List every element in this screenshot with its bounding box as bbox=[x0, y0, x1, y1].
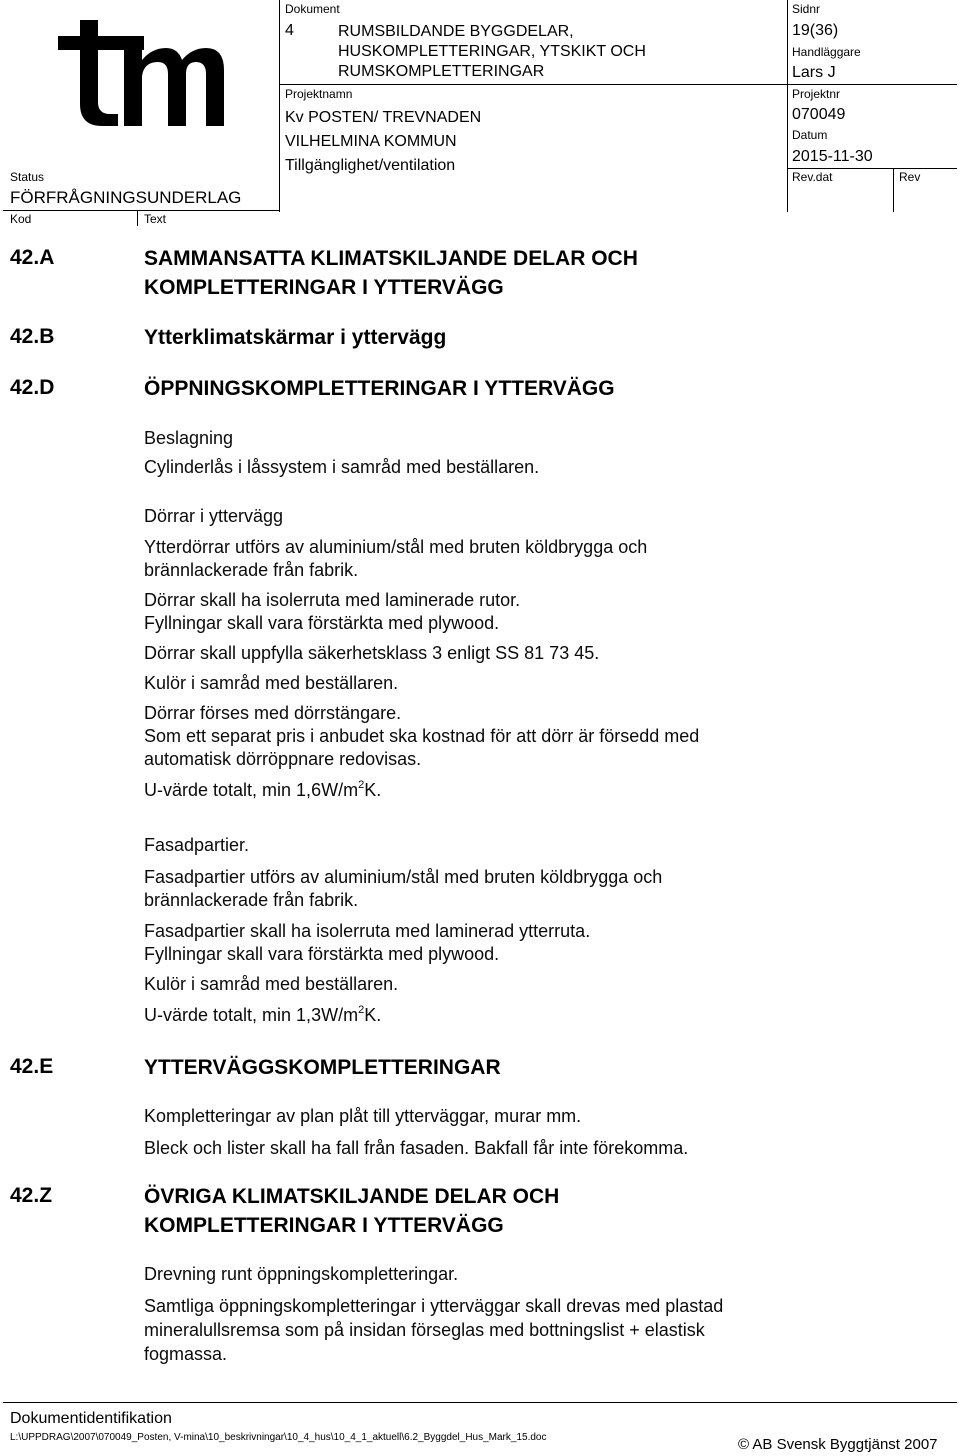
footer-copyright: © AB Svensk Byggtjänst 2007 bbox=[738, 1436, 938, 1453]
section-code-42a: 42.A bbox=[10, 246, 55, 269]
footer-rule bbox=[3, 1402, 957, 1403]
sidnr-label: Sidnr bbox=[792, 2, 821, 16]
footer-label: Dokumentidentifikation bbox=[10, 1410, 172, 1427]
rev-label: Rev bbox=[899, 170, 921, 184]
footer-path: L:\UPPDRAG\2007\070049_Posten, V-mina\10_beskrivningar\10_4_hus\10_4_1_aktuell\6.2_Byggdel_Hus_Mark_15.doc bbox=[10, 1432, 547, 1443]
dorrar-heading: Dörrar i yttervägg bbox=[144, 506, 284, 526]
fasad-text: Fasadpartier utförs av aluminium/stål med bruten köldbrygga och brännlackerade från fabrik. Fasadpartier skall ha isolerruta med laminerad ytterruta. Fyllningar skall vara förstärkta med plywood. Kulör i samråd med beställaren. U-värde totalt, $\min 1,3W/m^2K$. bbox=[144, 867, 663, 1025]
dokument-number: 4 bbox=[285, 22, 294, 39]
revdat-label: Rev.dat bbox=[792, 170, 833, 184]
dokument-label: Dokument bbox=[285, 2, 340, 16]
section-code-42d: 42.D bbox=[10, 376, 55, 399]
projektnr-value: 070049 bbox=[792, 106, 846, 123]
section-title-42e: YTTERVÄGGSKOMPLETTERINGAR bbox=[144, 1056, 501, 1079]
handlaggare-label: Handläggare bbox=[792, 45, 861, 59]
beslagning-text: Cylinderlås i låssystem i samråd med beställaren. bbox=[144, 457, 540, 477]
tm-logo bbox=[58, 20, 226, 130]
projektnr-label: Projektnr bbox=[792, 87, 841, 101]
datum-label: Datum bbox=[792, 128, 828, 142]
status-value: FÖRFRÅGNINGSUNDERLAG bbox=[10, 188, 242, 207]
projektnamn-value: Kv POSTEN/ TREVNADEN VILHELMINA KOMMUN Tillgänglighet/ventilation bbox=[285, 109, 482, 174]
section-title-42b: Ytterklimatskärmar i yttervägg bbox=[144, 326, 447, 349]
fasad-uvalue: U-värde totalt, $\min 1,3W/m^2K$. bbox=[144, 1004, 382, 1025]
dorrar-text: Ytterdörrar utförs av aluminium/stål med bruten köldbrygga och brännlackerade från fabrik. Dörrar skall ha isolerruta med laminerade rutor. Fyllningar skall vara förstärkta med plywood. Dörrar skall uppfylla säkerhetsklass 3 enligt SS 81 73 45. Kulör i samråd med beställaren. Dörrar förses med dörrstängare. Som ett separat pris i anbudet ska kostnad för att dörr är försedd med automatisk dörröppnare redovisas. U-värde totalt, $\min 1,6W/m^2K$. bbox=[144, 537, 700, 800]
kod-label: Kod bbox=[10, 212, 32, 226]
section-code-42e: 42.E bbox=[10, 1055, 54, 1078]
z-text-para: Samtliga öppningskompletteringar i ytterväggar skall drevas med plastad mineralullsremsa som på insidan förseglas med bottningslist + elastisk fogmassa. bbox=[144, 1296, 724, 1364]
section-title-42d: ÖPPNINGSKOMPLETTERINGAR I YTTERVÄGG bbox=[144, 377, 615, 400]
dorrar-uvalue: U-värde totalt, $\min 1,6W/m^2K$. bbox=[144, 779, 382, 800]
text-label: Text bbox=[144, 212, 167, 226]
datum-value: 2015-11-30 bbox=[792, 148, 873, 165]
fasad-heading: Fasadpartier. bbox=[144, 835, 250, 855]
dokument-title: RUMSBILDANDE BYGGDELAR, HUSKOMPLETTERINGAR, YTSKIKT OCH RUMSKOMPLETTERINGAR bbox=[338, 23, 646, 80]
section-title-42z: ÖVRIGA KLIMATSKILJANDE DELAR OCH KOMPLETTERINGAR I YTTERVÄGG bbox=[144, 1185, 560, 1237]
handlaggare-value: Lars J bbox=[792, 64, 836, 81]
sidnr-value: 19(36) bbox=[792, 22, 839, 39]
z-text-line1: Drevning runt öppningskompletteringar. bbox=[144, 1264, 459, 1284]
beslagning-heading: Beslagning bbox=[144, 428, 234, 448]
status-label: Status bbox=[10, 170, 45, 184]
projektnamn-label: Projektnamn bbox=[285, 87, 353, 101]
section-title-42a: SAMMANSATTA KLIMATSKILJANDE DELAR OCH KOMPLETTERINGAR I YTTERVÄGG bbox=[144, 247, 638, 299]
section-code-42b: 42.B bbox=[10, 325, 55, 348]
section-code-42z: 42.Z bbox=[10, 1184, 53, 1207]
e-text: Kompletteringar av plan plåt till ytterväggar, murar mm. Bleck och lister skall ha fall från fasaden. Bakfall får inte förekomma. bbox=[144, 1106, 689, 1158]
